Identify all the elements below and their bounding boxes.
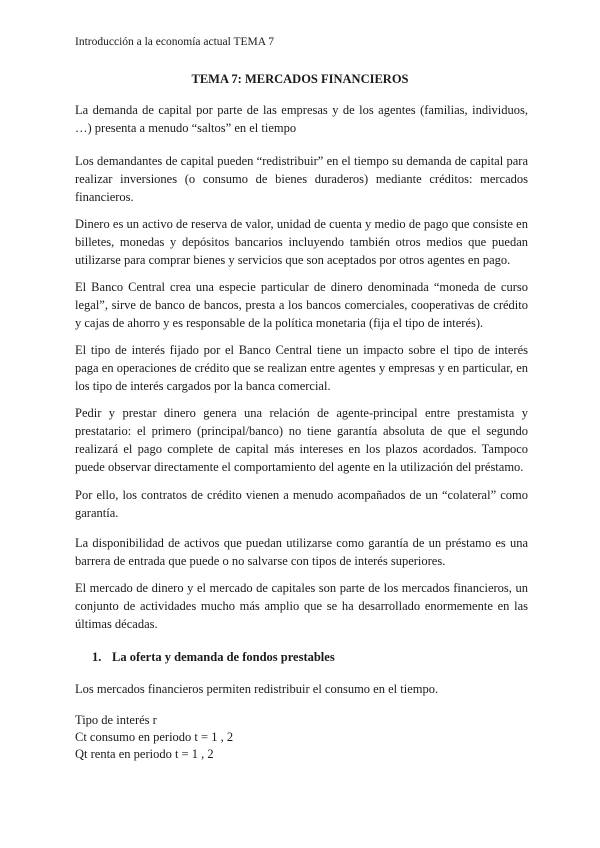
- paragraph-2: Los demandantes de capital pueden “redistribuir” en el tiempo su demanda de capital para realizar inversiones (o consumo de bienes duraderos) mediante créditos: mercados financieros.: [75, 154, 528, 204]
- paragraph-1: La demanda de capital por parte de las empresas y de los agentes (familias, individuos, …) presenta a menudo “saltos” en el tiempo: [75, 103, 528, 135]
- definition-line: Qt renta en periodo t = 1 , 2: [75, 747, 214, 761]
- section-number: 1.: [92, 650, 102, 664]
- paragraph-7: Por ello, los contratos de crédito vienen a menudo acompañados de un “colateral” como garantía.: [75, 488, 528, 520]
- definition-line: Ct consumo en periodo t = 1 , 2: [75, 730, 234, 744]
- paragraph-9: El mercado de dinero y el mercado de capitales son parte de los mercados financieros, un conjunto de actividades mucho más amplio que se ha desarrollado enormemente en las últimas décadas.: [75, 581, 528, 631]
- paragraph-4: El Banco Central crea una especie particular de dinero denominada “moneda de curso legal”, sirve de banco de bancos, presta a los bancos comerciales, cooperativas de crédito y cajas de ahorro y es responsable de la política monetaria (fija el tipo de interés).: [75, 280, 528, 330]
- paragraph-8: La disponibilidad de activos que puedan utilizarse como garantía de un préstamo es una barrera de entrada que puede o no salvarse con tipos de interés superiores.: [75, 536, 528, 568]
- definition-line: Tipo de interés r: [75, 713, 157, 727]
- section-heading: [92, 650, 335, 665]
- document-title: TEMA 7: MERCADOS FINANCIEROS: [191, 72, 409, 86]
- paragraph-3: Dinero es un activo de reserva de valor, unidad de cuenta y medio de pago que consiste en billetes, monedas y depósitos bancarios incluyendo también otros medios que puedan utilizarse para comprar bienes y servicios que son aceptados por otros agentes en pago.: [75, 217, 528, 267]
- running-header: Introducción a la economía actual TEMA 7: [75, 36, 275, 48]
- section-title: La oferta y demanda de fondos prestables: [112, 650, 335, 664]
- section-paragraph: Los mercados financieros permiten redistribuir el consumo en el tiempo.: [75, 682, 439, 696]
- paragraph-5: El tipo de interés fijado por el Banco Central tiene un impacto sobre el tipo de interés paga en operaciones de crédito que se realizan entre agentes y empresas y en particular, en los tipo de interés cargados por la banca comercial.: [75, 343, 528, 393]
- paragraph-6: Pedir y prestar dinero genera una relación de agente-principal entre prestamista y prestatario: el primero (principal/banco) no tiene garantía absoluta de que el segundo realizará el pago complete de capital más intereses en los plazos acordados. Tampoco puede observar directamente el comportamiento del agente en la utilización del préstamo.: [75, 406, 528, 474]
